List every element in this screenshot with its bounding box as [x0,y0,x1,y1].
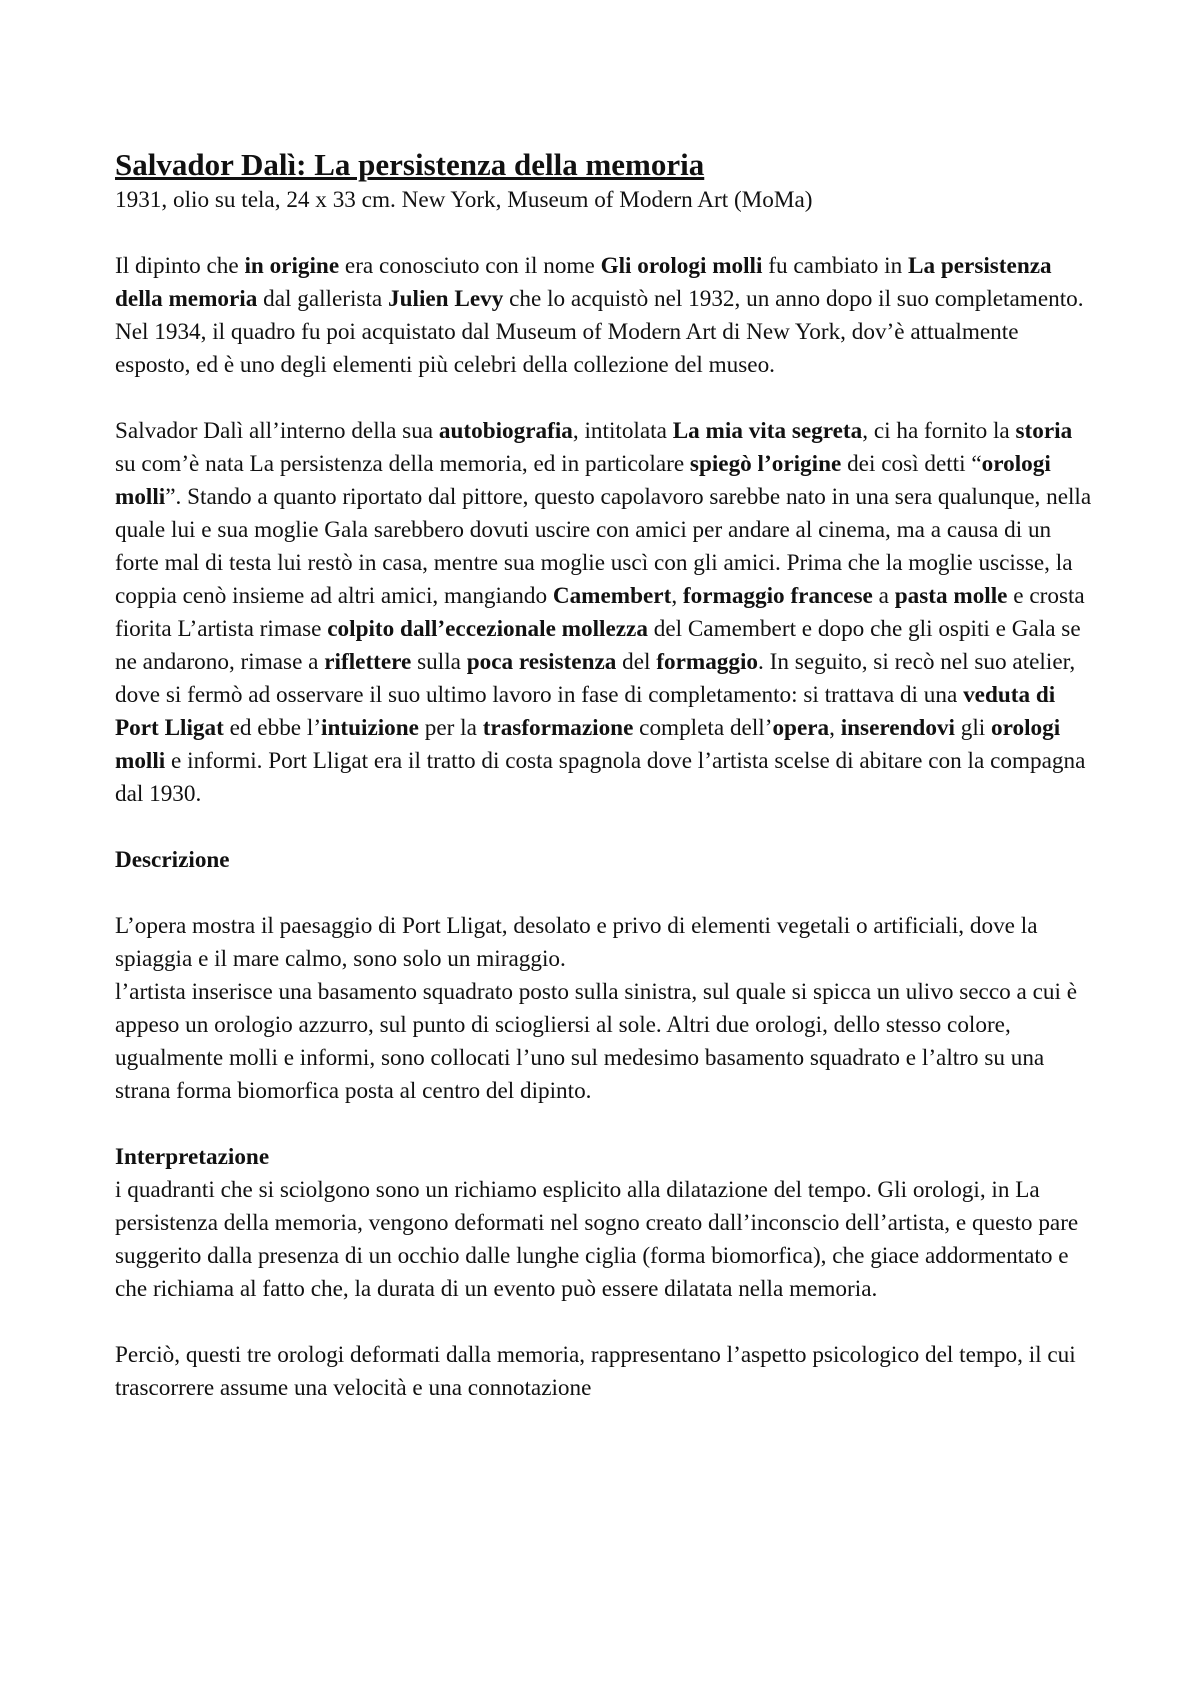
bold-text-run: Julien Levy [388,286,504,312]
heading-descrizione: Descrizione [115,847,230,873]
text-run: , intitolata [572,418,673,444]
text-run: era conosciuto con il nome [339,253,601,279]
text-run: , ci ha fornito la [862,418,1016,444]
bold-text-run: riflettere [324,649,412,675]
text-run: e informi. Port Lligat era il tratto di costa spagnola dove l’artista scelse di abitare con la compagna dal 1930. [115,748,1086,807]
text-run: . In seguito, si recò nel suo atelier, dove si fermò ad osservare il suo ultimo lavoro in fase di completamento: si trattava di una [115,649,1076,708]
bold-text-run: formaggio [656,649,759,675]
bold-text-run: intuizione [321,715,419,741]
text-run: , [829,715,841,741]
text-run: e crosta fiorita L’artista rimase [115,583,1085,642]
bold-text-run: Gli orologi molli [600,253,763,279]
text-run: ”. Stando a quanto riportato dal pittore, questo capolavoro sarebbe nato in una sera qualunque, nella quale lui e sua moglie Gala sarebbero dovuti uscire con amici per andare al cinema, ma a causa di un forte mal di testa lui restò in casa, mentre sua moglie uscì con gli amici. Prima che la moglie uscisse, la coppia cenò insieme ad altri amici, mangiando [115,484,1092,609]
text-run: Il dipinto che [115,253,245,279]
text-run: che lo acquistò nel 1932, un anno dopo il suo completamento. Nel 1934, il quadro fu poi acquistato dal Museum of Modern Art di New York, dov’è attualmente esposto, ed è uno degli elementi più celebri della collezione del museo. [115,286,1084,378]
bold-text-run: La persistenza della memoria [115,253,1052,312]
bold-text-run: inserendovi [840,715,955,741]
paragraph-clocks: l’artista inserisce una basamento squadrato posto sulla sinistra, sul quale si spicca un ulivo secco a cui è appeso un orologio azzurro, sul punto di sciogliersi al sole. Altri due orologi, dello stesso colore, ugualmente molli e informi, sono collocati l’uno sul medesimo basamento squadrato e l’altro su una strana forma biomorfica posta al centro del dipinto. [115,979,1078,1104]
paragraph-interpretation: i quadranti che si sciolgono sono un richiamo esplicito alla dilatazione del tempo. Gli orologi, in La persistenza della memoria, vengono deformati nel sogno creato dall’inconscio dell’artista, e questo pare suggerito dalla presenza di un occhio dalle lunghe ciglia (forma biomorfica), che giace addormentato e che richiama al fatto che, la durata di un evento può essere dilatata nella memoria. [115,1177,1079,1302]
bold-text-run: storia [1015,418,1073,444]
text-run: su com’è nata La persistenza della memoria, ed in particolare [115,451,690,477]
text-run: gli [954,715,992,741]
document-subtitle: 1931, olio su tela, 24 x 33 cm. New York, Museum of Modern Art (MoMa) [115,187,813,213]
document-page [115,146,1095,1405]
text-run: per la [418,715,483,741]
paragraph-landscape: L’opera mostra il paesaggio di Port Lligat, desolato e privo di elementi vegetali o artificiali, dove la spiaggia e il mare calmo, sono solo un miraggio. [115,913,1038,972]
bold-text-run: pasta molle [894,583,1008,609]
bold-text-run: trasformazione [482,715,634,741]
text-run: dei così detti “ [841,451,982,477]
paragraph-story [115,415,1095,811]
bold-text-run: La mia vita segreta [672,418,863,444]
bold-text-run: in origine [244,253,340,279]
bold-text-run: opera [772,715,830,741]
bold-text-run: orologi molli [115,451,1051,510]
text-run: del Camembert e dopo che gli ospiti e Gala se ne andarono, rimase a [115,616,1081,675]
text-run: Salvador Dalì all’interno della sua [115,418,439,444]
bold-text-run: colpito dall’eccezionale mollezza [327,616,648,642]
text-run: del [616,649,657,675]
paragraph-conclusion: Perciò, questi tre orologi deformati dalla memoria, rappresentano l’aspetto psicologico del tempo, il cui trascorrere assume una velocità e una connotazione [115,1342,1076,1401]
text-run: dal gallerista [257,286,389,312]
bold-text-run: spiegò l’origine [689,451,842,477]
heading-interpretazione: Interpretazione [115,1144,270,1170]
bold-text-run: Camembert [552,583,672,609]
text-run: a [872,583,895,609]
bold-text-run: veduta di Port Lligat [115,682,1056,741]
text-run: , [671,583,683,609]
bold-text-run: autobiografia [438,418,573,444]
bold-text-run: formaggio francese [682,583,873,609]
text-run: ed ebbe l’ [223,715,322,741]
bold-text-run: orologi molli [115,715,1061,774]
document-title: Salvador Dalì: La persistenza della memoria [115,147,705,182]
text-run: fu cambiato in [762,253,908,279]
text-run: sulla [411,649,467,675]
paragraph-origin [115,250,1095,382]
text-run: completa dell’ [633,715,773,741]
bold-text-run: poca resistenza [466,649,617,675]
